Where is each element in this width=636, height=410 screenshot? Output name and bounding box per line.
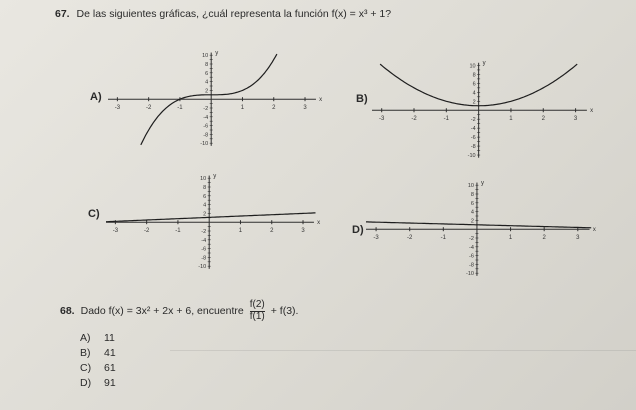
x-tick-label: -3 — [373, 235, 379, 242]
option-value: 41 — [104, 347, 116, 359]
fraction-numerator: f(2) — [249, 299, 265, 310]
option-value: 61 — [104, 362, 116, 374]
option-value: 91 — [104, 377, 116, 389]
x-axis-name: x — [319, 97, 323, 104]
x-tick-label: -2 — [411, 116, 417, 123]
x-tick-label: 2 — [272, 105, 276, 112]
y-tick-label: -8 — [469, 262, 474, 269]
question-text: De las siguientes gráficas, ¿cuál representa la función — [76, 8, 329, 20]
x-tick-label: 2 — [270, 228, 274, 235]
y-tick-label: -4 — [470, 126, 476, 133]
x-tick-label: -1 — [177, 105, 183, 112]
graph-d — [366, 172, 624, 282]
graph-a-label: A) — [90, 91, 102, 103]
y-tick-label: 4 — [203, 202, 207, 209]
y-tick-label: 2 — [205, 88, 209, 95]
y-axis-name: y — [480, 180, 484, 187]
y-tick-label: 4 — [205, 79, 209, 86]
x-tick-label: 1 — [240, 105, 245, 112]
y-tick-label: -8 — [203, 132, 209, 139]
y-tick-label: -10 — [467, 153, 476, 160]
y-tick-label: -8 — [470, 144, 476, 151]
x-tick-label: 3 — [301, 228, 305, 235]
y-tick-label: 4 — [470, 209, 474, 216]
y-tick-label: 6 — [472, 81, 476, 88]
y-tick-label: -4 — [201, 237, 207, 244]
graph-a — [108, 42, 348, 152]
x-tick-label: -1 — [175, 228, 181, 235]
x-tick-label: 2 — [541, 116, 545, 123]
question-68 — [60, 300, 298, 322]
y-tick-label: -6 — [470, 135, 476, 142]
y-tick-label: 4 — [472, 90, 476, 97]
y-tick-label: 6 — [470, 200, 474, 207]
x-tick-label: -2 — [143, 228, 150, 235]
x-tick-label: -3 — [379, 116, 385, 123]
y-tick-label: -6 — [203, 123, 209, 130]
x-axis-name: x — [592, 227, 596, 234]
y-tick-label: 10 — [467, 183, 474, 190]
y-axis-name: y — [213, 173, 217, 180]
y-tick-label: -4 — [469, 244, 474, 251]
y-tick-label: 2 — [470, 218, 474, 225]
option-c[interactable] — [80, 362, 116, 377]
x-tick-label: 1 — [238, 228, 243, 235]
fraction-denominator: f(1) — [249, 310, 265, 322]
x-tick-label: -3 — [112, 228, 119, 235]
y-tick-label: -2 — [470, 117, 476, 124]
y-tick-label: 10 — [202, 53, 209, 60]
x-tick-label: -2 — [145, 105, 152, 112]
y-tick-label: 8 — [470, 192, 474, 198]
option-b[interactable] — [80, 347, 116, 362]
y-tick-label: 8 — [203, 185, 207, 191]
graph-c — [106, 165, 346, 275]
x-tick-label: 3 — [576, 235, 580, 242]
y-tick-label: 6 — [203, 193, 207, 200]
y-tick-label: 2 — [203, 211, 207, 218]
x-tick-label: 3 — [303, 105, 307, 112]
x-axis-name: x — [590, 108, 594, 115]
question-function: f(x) = x³ + 1? — [331, 8, 392, 20]
y-tick-label: -10 — [198, 264, 207, 271]
y-tick-label: 8 — [205, 62, 209, 68]
divider — [170, 350, 636, 351]
y-tick-label: 8 — [472, 72, 476, 79]
question-text: Dado f(x) = 3x² + 2x + 6, encuentre — [80, 305, 244, 317]
graph-c-label: C) — [88, 208, 100, 220]
y-tick-label: -2 — [203, 106, 209, 112]
option-a[interactable] — [80, 332, 116, 347]
option-letter: C) — [80, 362, 92, 374]
x-tick-label: 3 — [573, 116, 578, 123]
x-tick-label: -1 — [440, 235, 446, 242]
fraction — [250, 300, 265, 322]
option-letter: B) — [80, 347, 91, 359]
y-tick-label: -2 — [469, 236, 474, 242]
x-tick-label: 1 — [509, 116, 513, 123]
y-tick-label: -2 — [201, 229, 207, 235]
y-axis-name: y — [482, 60, 486, 67]
y-tick-label: -6 — [201, 246, 207, 253]
graph-b — [372, 52, 620, 164]
y-tick-label: -10 — [465, 271, 474, 278]
x-tick-label: 1 — [508, 235, 513, 242]
y-tick-label: 10 — [200, 176, 207, 183]
function-curve — [106, 213, 315, 222]
question-number: 67. — [55, 8, 70, 20]
option-letter: A) — [80, 332, 91, 344]
y-tick-label: -10 — [200, 141, 209, 148]
question-67 — [55, 8, 391, 20]
y-tick-label: 10 — [469, 63, 476, 70]
graph-d-label: D) — [352, 224, 364, 236]
function-curve — [366, 222, 591, 228]
option-letter: D) — [80, 377, 92, 389]
answer-options — [80, 332, 116, 392]
x-tick-label: -1 — [443, 116, 449, 123]
y-tick-label: 6 — [205, 70, 209, 77]
option-value: 11 — [104, 332, 115, 344]
x-axis-name: x — [317, 220, 321, 227]
y-tick-label: -4 — [203, 114, 209, 121]
y-axis-name: y — [215, 50, 219, 57]
graph-b-label: B) — [356, 93, 368, 105]
y-tick-label: 2 — [472, 99, 476, 106]
question-suffix: + f(3). — [270, 305, 299, 317]
x-tick-label: 2 — [542, 235, 546, 242]
y-tick-label: -6 — [469, 253, 474, 260]
option-d[interactable] — [80, 377, 116, 392]
x-tick-label: -2 — [407, 235, 413, 242]
y-tick-label: -8 — [201, 255, 207, 262]
question-number: 68. — [60, 305, 75, 317]
x-tick-label: -3 — [114, 105, 121, 112]
